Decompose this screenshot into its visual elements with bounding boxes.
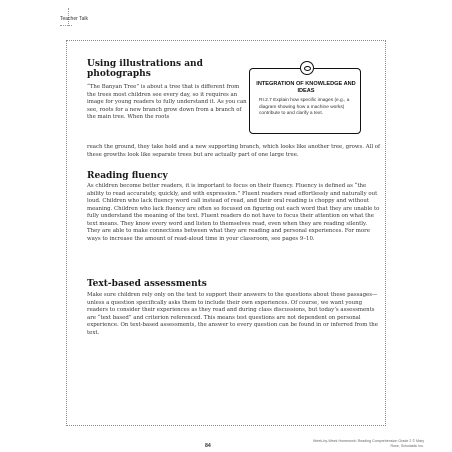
eye-icon [300, 61, 314, 75]
section-label: Teacher Talk [60, 16, 88, 22]
paragraph-illustrations-1: “The Banyan Tree” is about a tree that is different from the trees most children see every day, so it requires an image for young readers to fully understand it. As you can see, roots for a new branch grow down from a branch of the main tree. When the roots [87, 84, 247, 120]
heading-fluency: Reading fluency [87, 171, 168, 181]
callout-body: RI.2.7 Explain how specific images (e.g., a diagram showing how a machine works) contribute to and clarify a text. [259, 98, 350, 117]
heading-assessments: Text-based assessments [87, 279, 207, 289]
callout-title: INTEGRATION OF KNOWLEDGE AND IDEAS [256, 81, 356, 94]
paragraph-illustrations-2: reach the ground, they take hold and a new supporting branch, which looks like another tree, grows. All of these growths look like separate trees but are actually part of one large tree. [87, 144, 381, 158]
paragraph-fluency: As children become better readers, it is important to focus on their fluency. Fluency is defined as “the ability to read accurately, quickly, and with expression.” Fluent readers read effortlessly and naturally out loud. Children who lack fluency word call instead of read, and their oral reading is choppy and without meaning. Children who lack fluency are often so focused on figuring out each word that they are unable to fully understand the meaning of the text. Fluent readers do not have to focus their attention on what the text means. They know every word and listen to themselves read, even when they are reading silently. They are able to make connections between what they are reading and personal experiences. For more ways to increase the amount of read-aloud time in your classroom, see pages 9–10. [87, 183, 380, 242]
paragraph-assessments: Make sure children rely only on the text to support their answers to the questions about these passages—unless a question specifically asks them to include their own experiences. Of course, we want young readers to consider their experiences as they read and during class discussions, but today’s assessments are “text based” and criterion referenced. This means test questions are not dependent on personal experience. On text-based assessments, the answer to every question can be found in or inferred from the text. [87, 292, 378, 336]
header-horizontal-rule [60, 25, 72, 26]
heading-illustrations: Using illustrations and photographs [87, 59, 203, 79]
footer-credit: Week-by-Week Homework: Reading Comprehension Grade 2 © Mary Rose, Scholastic Inc. [313, 439, 424, 448]
page-number: 84 [205, 443, 211, 449]
standards-callout [249, 68, 361, 134]
